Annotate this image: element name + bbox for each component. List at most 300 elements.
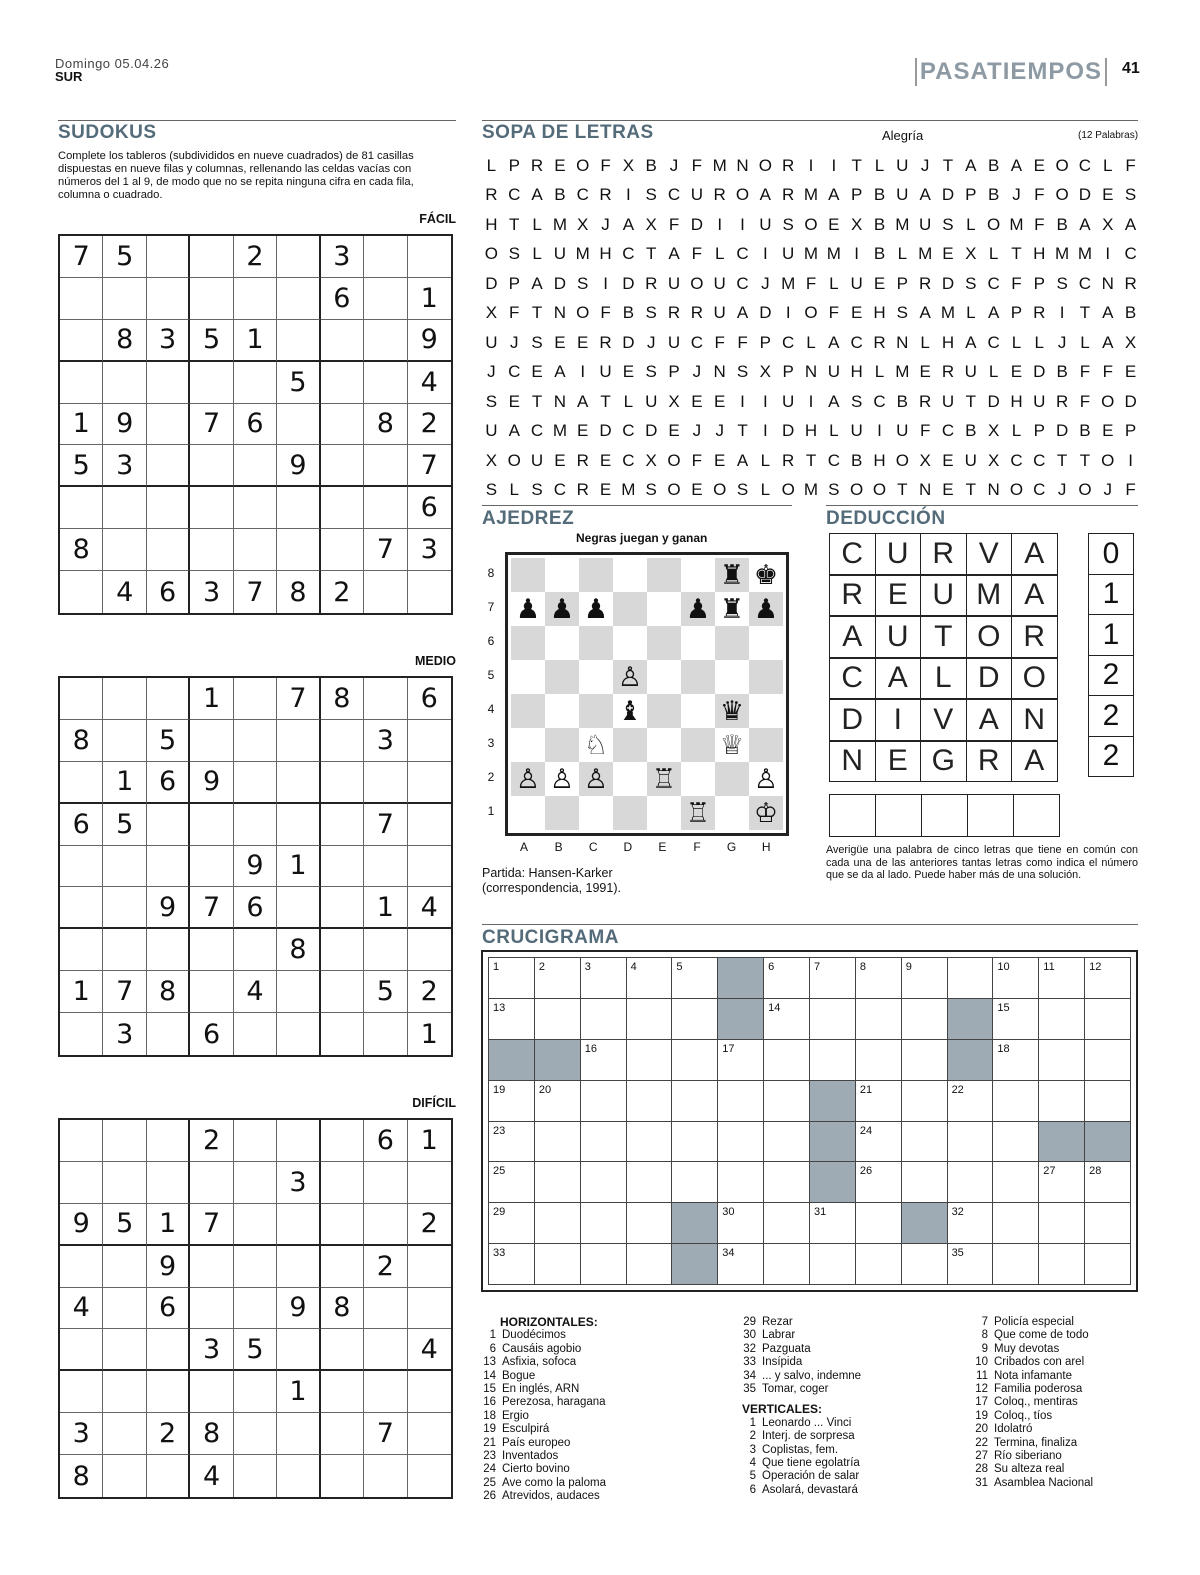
answer-box[interactable] xyxy=(1013,794,1060,837)
word-search-letter[interactable]: A xyxy=(508,421,520,441)
word-search-letter[interactable]: D xyxy=(553,273,567,293)
word-search-letter[interactable]: R xyxy=(599,185,612,205)
chess-square[interactable] xyxy=(681,728,715,762)
chess-square[interactable]: ♙ xyxy=(511,762,545,796)
sudoku-cell[interactable] xyxy=(277,236,320,278)
word-search-letter[interactable]: J xyxy=(1057,332,1067,352)
word-search-letter[interactable]: U xyxy=(713,273,726,293)
crossword-cell[interactable] xyxy=(718,1162,764,1203)
sudoku-cell[interactable]: 2 xyxy=(364,1246,407,1288)
word-search-letter[interactable]: A xyxy=(736,450,749,470)
sudoku-cell[interactable]: 7 xyxy=(60,236,103,278)
crossword-cell[interactable] xyxy=(718,1081,764,1122)
chess-board[interactable] xyxy=(511,558,783,830)
word-search-letter[interactable]: A xyxy=(919,303,931,323)
word-search-letter[interactable]: N xyxy=(896,332,909,352)
word-search-letter[interactable]: H xyxy=(804,421,818,441)
sudoku-cell[interactable] xyxy=(190,971,233,1013)
word-search-letter[interactable]: E xyxy=(554,332,566,352)
chess-square[interactable]: ♝ xyxy=(613,694,647,728)
chess-square[interactable] xyxy=(613,626,647,660)
crossword-cell[interactable] xyxy=(902,1244,948,1285)
word-search-letter[interactable]: D xyxy=(645,421,658,441)
word-search-letter[interactable]: R xyxy=(599,332,612,352)
sudoku-cell[interactable] xyxy=(364,1371,407,1413)
word-search-letter[interactable]: U xyxy=(919,214,932,234)
word-search-letter[interactable]: R xyxy=(782,450,795,470)
word-search-letter[interactable]: C xyxy=(873,391,886,411)
sudoku-cell[interactable] xyxy=(60,320,103,362)
word-search-letter[interactable]: L xyxy=(874,155,885,175)
sudoku-cell[interactable] xyxy=(364,320,407,362)
crossword-cell[interactable] xyxy=(902,1162,948,1203)
sudoku-cell[interactable] xyxy=(190,1371,233,1413)
word-search-letter[interactable]: R xyxy=(782,185,795,205)
sudoku-cell[interactable]: 4 xyxy=(408,1329,451,1371)
crossword-cell[interactable] xyxy=(672,1081,718,1122)
word-search-letter[interactable]: O xyxy=(735,185,750,205)
sudoku-cell[interactable] xyxy=(364,1455,407,1497)
word-search-letter[interactable]: A xyxy=(1079,214,1091,234)
word-search-letter[interactable]: C xyxy=(690,332,703,352)
chess-square[interactable] xyxy=(511,796,545,830)
sudoku-cell[interactable]: 7 xyxy=(190,404,233,446)
word-search-letter[interactable]: D xyxy=(1033,362,1046,382)
sudoku-cell[interactable] xyxy=(408,571,451,613)
sudoku-cell[interactable] xyxy=(321,529,364,571)
word-search-letter[interactable]: A xyxy=(759,185,772,205)
sudoku-cell[interactable] xyxy=(147,1329,190,1371)
crossword-cell[interactable] xyxy=(672,1162,718,1203)
sudoku-cell[interactable]: 5 xyxy=(277,362,320,404)
word-search-letter[interactable]: B xyxy=(1079,421,1091,441)
sudoku-cell[interactable] xyxy=(147,678,190,720)
word-search-letter[interactable]: I xyxy=(717,214,723,234)
word-search-letter[interactable]: T xyxy=(1011,244,1022,264)
word-search-letter[interactable]: U xyxy=(964,450,977,470)
word-search-letter[interactable]: A xyxy=(531,273,543,293)
word-search-letter[interactable]: E xyxy=(1102,421,1114,441)
word-search-letter[interactable]: C xyxy=(850,332,863,352)
sudoku-cell[interactable] xyxy=(277,487,320,529)
chess-square[interactable] xyxy=(681,762,715,796)
crossword-cell[interactable] xyxy=(627,1203,673,1244)
word-search-letter[interactable]: M xyxy=(575,244,590,264)
word-search-letter[interactable]: E xyxy=(942,244,954,264)
word-search-letter[interactable]: A xyxy=(1124,214,1137,234)
crossword-cell[interactable] xyxy=(1085,1081,1131,1122)
word-search-letter[interactable]: M xyxy=(895,214,910,234)
word-search-letter[interactable]: J xyxy=(1012,185,1021,205)
word-search-letter[interactable]: T xyxy=(531,303,543,323)
chess-square[interactable] xyxy=(647,660,681,694)
sudoku-cell[interactable] xyxy=(147,1371,190,1413)
sudoku-cell[interactable]: 3 xyxy=(147,320,190,362)
word-search-letter[interactable]: C xyxy=(1078,155,1092,175)
word-search-letter[interactable]: R xyxy=(645,273,658,293)
word-search-letter[interactable]: C xyxy=(1078,273,1092,293)
word-search-letter[interactable]: N xyxy=(713,362,726,382)
crossword-grid[interactable] xyxy=(488,957,1131,1285)
chess-square[interactable]: ♙ xyxy=(749,762,783,796)
sudoku-cell[interactable]: 2 xyxy=(408,971,451,1013)
sudoku-cell[interactable] xyxy=(364,445,407,487)
sudoku-cell[interactable]: 1 xyxy=(190,678,233,720)
crossword-cell[interactable] xyxy=(535,1081,581,1122)
word-search-letter[interactable]: O xyxy=(713,480,727,500)
word-search-letter[interactable]: L xyxy=(988,362,999,382)
word-search-letter[interactable]: O xyxy=(507,450,521,470)
sudoku-cell[interactable] xyxy=(364,762,407,804)
answer-box[interactable] xyxy=(829,794,876,837)
word-search-letter[interactable]: C xyxy=(1124,244,1137,264)
word-search-letter[interactable]: P xyxy=(668,362,680,382)
word-search-letter[interactable]: F xyxy=(691,450,703,470)
word-search-letter[interactable]: L xyxy=(486,155,497,175)
word-search-letter[interactable]: A xyxy=(987,303,1000,323)
word-search-letter[interactable]: U xyxy=(850,421,863,441)
word-search-letter[interactable]: A xyxy=(965,155,977,175)
crossword-cell[interactable] xyxy=(535,1244,581,1285)
word-search-letter[interactable]: O xyxy=(758,155,772,175)
word-search-letter[interactable]: H xyxy=(599,244,612,264)
chess-square[interactable] xyxy=(647,626,681,660)
word-search-letter[interactable]: E xyxy=(828,214,840,234)
chess-square[interactable]: ♟ xyxy=(545,592,579,626)
chess-square[interactable] xyxy=(613,762,647,796)
sudoku-cell[interactable]: 6 xyxy=(234,887,277,929)
sudoku-cell[interactable] xyxy=(364,1288,407,1330)
word-search-letter[interactable]: U xyxy=(896,185,909,205)
sudoku-cell[interactable] xyxy=(364,362,407,404)
chess-square[interactable] xyxy=(579,796,613,830)
chess-square[interactable]: ♜ xyxy=(715,592,749,626)
word-search-letter[interactable]: T xyxy=(805,450,817,470)
word-search-letter[interactable]: U xyxy=(850,273,863,293)
crossword-cell[interactable] xyxy=(764,1040,810,1081)
sudoku-cell[interactable] xyxy=(277,1413,320,1455)
word-search-letter[interactable]: X xyxy=(1124,332,1137,352)
word-search-letter[interactable]: C xyxy=(987,332,1000,352)
sudoku-cell[interactable] xyxy=(190,1162,233,1204)
word-search-letter[interactable]: M xyxy=(895,362,910,382)
sudoku-cell[interactable]: 3 xyxy=(190,571,233,613)
sudoku-cell[interactable]: 8 xyxy=(103,320,146,362)
sudoku-cell[interactable] xyxy=(277,1013,320,1055)
crossword-cell[interactable] xyxy=(1039,1081,1085,1122)
word-search-letter[interactable]: D xyxy=(941,185,955,205)
word-search-letter[interactable]: R xyxy=(485,185,498,205)
word-search-letter[interactable]: L xyxy=(1011,332,1022,352)
sudoku-cell[interactable] xyxy=(60,678,103,720)
sudoku-cell[interactable] xyxy=(321,320,364,362)
word-search-letter[interactable]: D xyxy=(599,421,612,441)
chess-square[interactable] xyxy=(681,694,715,728)
word-search-letter[interactable]: S xyxy=(965,273,977,293)
word-search-letter[interactable]: M xyxy=(781,273,796,293)
word-search-letter[interactable]: E xyxy=(599,480,612,500)
word-search-letter[interactable]: T xyxy=(531,391,543,411)
word-search-letter[interactable]: U xyxy=(667,332,681,352)
crossword-cell[interactable] xyxy=(902,958,948,999)
sudoku-cell[interactable]: 5 xyxy=(103,804,146,846)
sudoku-cell[interactable] xyxy=(147,236,190,278)
sudoku-cell[interactable]: 6 xyxy=(60,804,103,846)
word-search-letter[interactable]: N xyxy=(553,303,567,323)
sudoku-cell[interactable] xyxy=(321,804,364,846)
chess-square[interactable] xyxy=(579,660,613,694)
chess-square[interactable] xyxy=(715,660,749,694)
word-search-letter[interactable]: H xyxy=(873,303,886,323)
word-search-letter[interactable]: U xyxy=(599,362,612,382)
chess-square[interactable] xyxy=(579,694,613,728)
word-search-letter[interactable]: F xyxy=(1125,480,1136,500)
word-search-letter[interactable]: D xyxy=(987,391,1000,411)
crossword-cell[interactable] xyxy=(489,1081,535,1122)
crossword-cell[interactable] xyxy=(948,1244,994,1285)
sudoku-cell[interactable] xyxy=(234,1013,277,1055)
sudoku-cell[interactable] xyxy=(147,487,190,529)
chess-square[interactable] xyxy=(545,558,579,592)
word-search-letter[interactable]: A xyxy=(736,303,749,323)
word-search-letter[interactable]: J xyxy=(692,362,702,382)
word-search-letter[interactable]: T xyxy=(646,244,657,264)
word-search-letter[interactable]: E xyxy=(714,391,726,411)
word-search-letter[interactable]: D xyxy=(782,421,795,441)
sudoku-cell[interactable] xyxy=(321,720,364,762)
sudoku-cell[interactable] xyxy=(147,1162,190,1204)
word-search-letter[interactable]: I xyxy=(808,155,814,175)
word-search-letter[interactable]: J xyxy=(715,421,724,441)
word-search-letter[interactable]: R xyxy=(919,391,932,411)
word-search-letter[interactable]: E xyxy=(873,273,886,293)
word-search-letter[interactable]: X xyxy=(645,214,657,234)
word-search-letter[interactable]: S xyxy=(1056,273,1068,293)
sudoku-cell[interactable] xyxy=(234,1413,277,1455)
chess-square[interactable]: ♔ xyxy=(749,796,783,830)
word-search-letter[interactable]: B xyxy=(645,155,657,175)
sudoku-cell[interactable] xyxy=(147,846,190,888)
word-search-letter[interactable]: T xyxy=(897,480,908,500)
word-search-letter[interactable]: U xyxy=(667,273,681,293)
word-search-letter[interactable]: X xyxy=(1102,214,1114,234)
sudoku-cell[interactable]: 7 xyxy=(277,678,320,720)
word-search-letter[interactable]: I xyxy=(1059,303,1065,323)
sudoku-cell[interactable] xyxy=(234,762,277,804)
word-search-letter[interactable]: J xyxy=(601,214,610,234)
crossword-cell[interactable] xyxy=(581,1122,627,1163)
chess-square[interactable] xyxy=(681,626,715,660)
crossword-cell[interactable] xyxy=(489,1162,535,1203)
crossword-cell[interactable] xyxy=(1085,958,1131,999)
chess-square[interactable]: ♙ xyxy=(613,660,647,694)
crossword-cell[interactable] xyxy=(948,1081,994,1122)
word-search-letter[interactable]: L xyxy=(966,214,976,234)
crossword-cell[interactable] xyxy=(1039,999,1085,1040)
answer-box[interactable] xyxy=(967,794,1014,837)
chess-square[interactable] xyxy=(613,728,647,762)
sudoku-cell[interactable] xyxy=(364,487,407,529)
word-search-letter[interactable]: U xyxy=(782,244,795,264)
word-search-letter[interactable]: S xyxy=(645,480,657,500)
sudoku-cell[interactable] xyxy=(277,1246,320,1288)
word-search-letter[interactable]: F xyxy=(1034,185,1045,205)
word-search-letter[interactable]: L xyxy=(760,480,771,500)
chess-square[interactable]: ♖ xyxy=(647,762,681,796)
sudoku-cell[interactable] xyxy=(364,846,407,888)
word-search-letter[interactable]: F xyxy=(1034,214,1045,234)
chess-square[interactable] xyxy=(749,626,783,660)
word-search-letter[interactable]: T xyxy=(1056,450,1068,470)
sudoku-cell[interactable] xyxy=(103,529,146,571)
word-search-letter[interactable]: C xyxy=(667,185,681,205)
sudoku-cell[interactable] xyxy=(234,678,277,720)
word-search-letter[interactable]: C xyxy=(987,273,1000,293)
sudoku-cell[interactable] xyxy=(408,1288,451,1330)
word-search-letter[interactable]: P xyxy=(850,185,863,205)
crossword-cell[interactable] xyxy=(581,999,627,1040)
word-search-letter[interactable]: R xyxy=(1033,303,1046,323)
word-search-letter[interactable]: C xyxy=(736,273,749,293)
sudoku-cell[interactable]: 7 xyxy=(408,445,451,487)
word-search-letter[interactable]: U xyxy=(964,362,977,382)
word-search-letter[interactable]: S xyxy=(896,303,908,323)
word-search-letter[interactable]: I xyxy=(762,421,768,441)
crossword-cell[interactable] xyxy=(856,958,902,999)
word-search-letter[interactable]: B xyxy=(1056,214,1068,234)
sudoku-cell[interactable] xyxy=(190,487,233,529)
sudoku-cell[interactable] xyxy=(103,487,146,529)
word-search-letter[interactable]: E xyxy=(942,450,954,470)
crossword-cell[interactable] xyxy=(672,958,718,999)
crossword-cell[interactable] xyxy=(627,1244,673,1285)
crossword-cell[interactable] xyxy=(627,1040,673,1081)
sudoku-cell[interactable] xyxy=(364,571,407,613)
chess-square[interactable] xyxy=(613,558,647,592)
sudoku-cell[interactable] xyxy=(321,762,364,804)
word-search-letter[interactable]: F xyxy=(600,303,611,323)
word-search-letter[interactable]: I xyxy=(877,421,882,441)
sudoku-cell[interactable] xyxy=(60,1329,103,1371)
sudoku-cell[interactable] xyxy=(234,1455,277,1497)
sudoku-cell[interactable]: 8 xyxy=(321,678,364,720)
word-search-letter[interactable]: M xyxy=(1077,244,1093,264)
word-search-letter[interactable]: U xyxy=(485,332,498,352)
sudoku-cell[interactable]: 2 xyxy=(147,1413,190,1455)
crossword-cell[interactable] xyxy=(948,1203,994,1244)
chess-square[interactable]: ♚ xyxy=(749,558,783,592)
word-search-letter[interactable]: L xyxy=(1011,421,1022,441)
word-search-letter[interactable]: O xyxy=(781,480,795,500)
sudoku-cell[interactable]: 8 xyxy=(60,529,103,571)
sudoku-cell[interactable] xyxy=(234,362,277,404)
word-search-letter[interactable]: F xyxy=(828,303,840,323)
word-search-letter[interactable]: D xyxy=(622,332,635,352)
sudoku-cell[interactable] xyxy=(321,1162,364,1204)
sudoku-cell[interactable]: 7 xyxy=(364,529,407,571)
sudoku-cell[interactable] xyxy=(321,1371,364,1413)
crossword-cell[interactable] xyxy=(489,1122,535,1163)
word-search-letter[interactable]: A xyxy=(554,362,566,382)
crossword-cell[interactable] xyxy=(993,1203,1039,1244)
word-search-letter[interactable]: S xyxy=(531,480,543,500)
sudoku-cell[interactable]: 1 xyxy=(420,1018,438,1050)
chess-square[interactable] xyxy=(613,592,647,626)
word-search-letter[interactable]: X xyxy=(485,303,498,323)
sudoku-cell[interactable]: 3 xyxy=(103,445,146,487)
answer-box[interactable] xyxy=(921,794,968,837)
word-search-letter[interactable]: B xyxy=(965,421,977,441)
word-search-letter[interactable]: R xyxy=(530,155,544,175)
word-search-letter[interactable]: E xyxy=(714,450,726,470)
word-search-letter[interactable]: L xyxy=(988,244,999,264)
sudoku-cell[interactable]: 8 xyxy=(60,1455,103,1497)
sudoku-cell[interactable] xyxy=(147,804,190,846)
word-search-letter[interactable]: I xyxy=(580,362,586,382)
sudoku-cell[interactable] xyxy=(277,1120,320,1162)
sudoku-cell[interactable]: 7 xyxy=(234,571,277,613)
chess-square[interactable] xyxy=(749,728,783,762)
sudoku-cell[interactable] xyxy=(277,529,320,571)
word-search-letter[interactable]: B xyxy=(1056,362,1068,382)
sudoku-cell[interactable] xyxy=(60,571,103,613)
sudoku-cell[interactable] xyxy=(60,846,103,888)
word-search-letter[interactable]: M xyxy=(803,480,819,500)
sudoku-cell[interactable] xyxy=(234,720,277,762)
crossword-cell[interactable] xyxy=(902,999,948,1040)
sudoku-cell[interactable] xyxy=(60,887,103,929)
sudoku-cell[interactable]: 9 xyxy=(277,1288,320,1330)
sudoku-cell[interactable]: 5 xyxy=(190,320,233,362)
word-search-letter[interactable]: I xyxy=(762,391,768,411)
sudoku-cell[interactable] xyxy=(321,487,364,529)
sudoku-cell[interactable] xyxy=(277,804,320,846)
crossword-cell[interactable] xyxy=(810,1040,856,1081)
sudoku-cell[interactable] xyxy=(147,362,190,404)
sudoku-cell[interactable] xyxy=(408,1246,451,1288)
sudoku-cell[interactable] xyxy=(408,762,451,804)
word-search-letter[interactable]: U xyxy=(1033,391,1046,411)
chess-square[interactable] xyxy=(545,728,579,762)
sudoku-cell[interactable] xyxy=(103,1329,146,1371)
word-search-letter[interactable]: B xyxy=(987,185,1000,205)
word-search-letter[interactable]: O xyxy=(804,214,818,234)
sudoku-cell[interactable]: 4 xyxy=(190,1455,233,1497)
word-search-letter[interactable]: J xyxy=(646,332,656,352)
sudoku-cell[interactable]: 4 xyxy=(60,1288,103,1330)
word-search-letter[interactable]: U xyxy=(896,155,909,175)
chess-square[interactable] xyxy=(511,626,545,660)
sudoku-cell[interactable] xyxy=(103,1162,146,1204)
sudoku-cell[interactable]: 3 xyxy=(277,1162,320,1204)
word-search-letter[interactable]: C xyxy=(576,185,589,205)
sudoku-cell[interactable] xyxy=(103,929,146,971)
sudoku-cell[interactable]: 8 xyxy=(277,571,320,613)
word-search-letter[interactable]: O xyxy=(576,155,590,175)
word-search-letter[interactable]: E xyxy=(599,450,612,470)
sudoku-cell[interactable]: 3 xyxy=(364,720,407,762)
word-search-letter[interactable]: E xyxy=(577,332,589,352)
crossword-cell[interactable] xyxy=(1039,1040,1085,1081)
crossword-cell[interactable] xyxy=(1039,1162,1085,1203)
chess-square[interactable] xyxy=(681,660,715,694)
sudoku-cell[interactable] xyxy=(60,1162,103,1204)
word-search-letter[interactable]: R xyxy=(919,273,932,293)
crossword-cell[interactable] xyxy=(581,1040,627,1081)
chess-square[interactable] xyxy=(579,626,613,660)
chess-square[interactable]: ♟ xyxy=(681,592,715,626)
sudoku-cell[interactable] xyxy=(364,1013,407,1055)
